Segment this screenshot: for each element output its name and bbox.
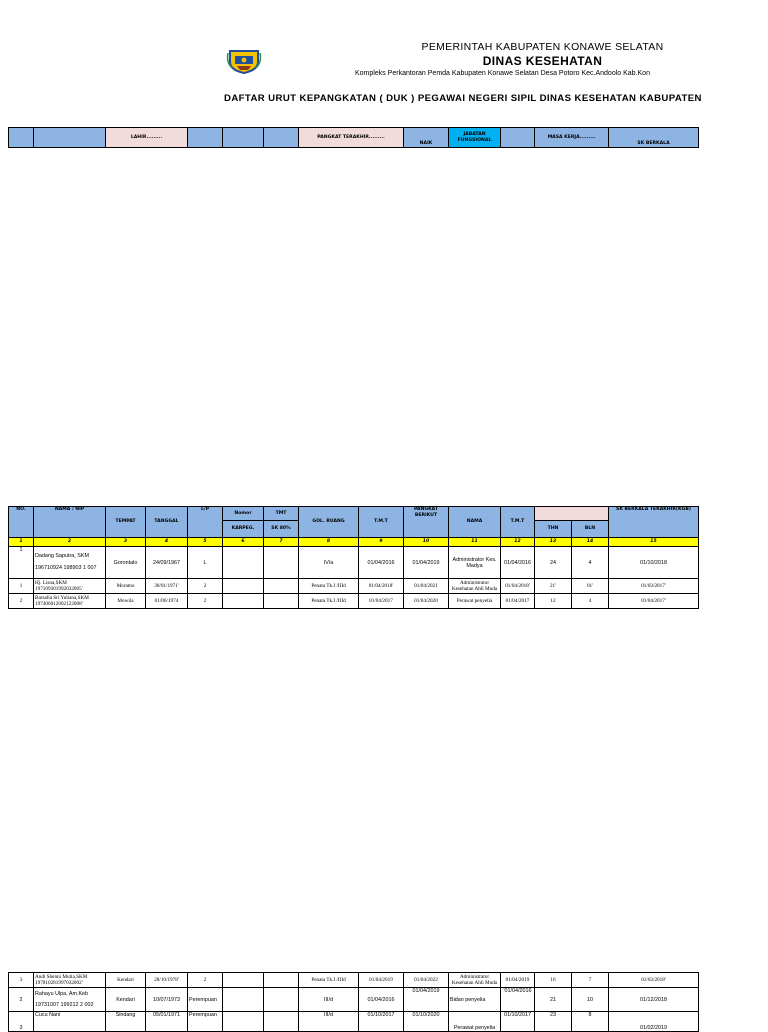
col-number: 5 bbox=[188, 538, 223, 547]
jabatan-fungsional-header: JABATAN FUNGSIONAL bbox=[449, 128, 501, 148]
col-no: NO. bbox=[9, 507, 34, 538]
col-number: 9 bbox=[359, 538, 404, 547]
col-nama-jabatan: NAMA bbox=[449, 507, 501, 538]
table-row: 2 Barsalia Sri Yuliana,SKM 197406012002122008' Mowila 01/06/1974 2 Penata Tk.I /IIId 01/04/2017 01/04/2020 Perawat penyelia 01/04/2017 12 4 01/04/2017' bbox=[9, 594, 699, 609]
col-number: 3 bbox=[106, 538, 146, 547]
col-pangkat-berikut: PANGKAT BERIKUT bbox=[404, 507, 449, 538]
col-number: 14 bbox=[572, 538, 609, 547]
col-number: 12 bbox=[501, 538, 535, 547]
duk-table-continued bbox=[8, 972, 699, 1032]
col-lp: L/P bbox=[188, 507, 223, 538]
col-nama-nip: NAMA / NIP bbox=[34, 507, 106, 538]
col-number: 7 bbox=[264, 538, 299, 547]
col-number: 10 bbox=[404, 538, 449, 547]
col-number: 6 bbox=[223, 538, 264, 547]
header-band-table bbox=[8, 127, 699, 148]
col-tempat: TEMPAT bbox=[106, 507, 146, 538]
table-row: 1 Hj. Lisna,SKM 197109301992032005' Moramo 30/01/1971' 2 Penata Tk.I /IIId 01/04/2018' 01/04/2021 Administrator Kesehatan Ahli Muda 01/04/2018' 21' 01' 01/03/2017' bbox=[9, 579, 699, 594]
duk-table bbox=[8, 506, 699, 609]
employee-nip: 197109301992032005' bbox=[35, 586, 83, 592]
sk-berkala-header: SK BERKALA bbox=[609, 128, 699, 148]
pangkat-terakhir-header: PANGKAT TERAKHIR......... bbox=[299, 128, 404, 148]
col-number: 13 bbox=[535, 538, 572, 547]
employee-nip: 197406012002122008' bbox=[35, 601, 83, 607]
table-row: 3 Cucu Nani Sindang 05/01/1971 Perempuan III/d 01/10/2017 01/10/2020 Perawat penyelia 01/10/2017 23 8 01/02/2019 bbox=[9, 1012, 699, 1032]
col-number: 2 bbox=[34, 538, 106, 547]
col-thn: THN bbox=[535, 521, 572, 538]
col-sk80: SK 80% bbox=[264, 521, 299, 538]
employee-name: Dadang Saputra, SKM bbox=[35, 553, 89, 559]
col-tmt-jabatan: T.M.T bbox=[501, 507, 535, 538]
document-title: DAFTAR URUT KEPANGKATAN ( DUK ) PEGAWAI NEGERI SIPIL DINAS KESEHATAN KABUPATEN bbox=[224, 93, 702, 104]
table-row: 3 Andi Shenni Mutia,SKM 197810281997032002' Kendari 28/10/1978' 2 Penata Tk.I /IIId 01/04/2019 01/04/2022 Administrator Kesehatan Ahli Muda 01/04/2019 16 7 01/03/2018' bbox=[9, 973, 699, 988]
col-number: 4 bbox=[146, 538, 188, 547]
col-tanggal: TANGGAL bbox=[146, 507, 188, 538]
col-tmt-pangkat: T.M.T bbox=[359, 507, 404, 538]
table-row: 1 Dadang Saputra, SKM 196710924 198903 1 007 Gorontalo 24/09/1967 L IV/a 01/04/2016 01/04/2019 Administrator Kes. Madya 01/04/2016 24 4 01/10/2018 bbox=[9, 547, 699, 579]
employee-name: Cucu Nani bbox=[35, 1012, 61, 1018]
employee-name: Barsalia Sri Yuliana,SKM bbox=[35, 595, 89, 601]
col-sk-berkala: SK BERKALA TERAKHIR(KGB) bbox=[609, 507, 699, 538]
regency-emblem-icon bbox=[226, 48, 262, 74]
masa-kerja-header: MASA KERJA......... bbox=[535, 128, 609, 148]
employee-nip: 197810281997032002' bbox=[35, 980, 83, 986]
employee-name: Rahayu Ulpa, Am.Keb bbox=[35, 991, 89, 997]
col-number: 11 bbox=[449, 538, 501, 547]
office-address: Kompleks Perkantoran Pemda Kabupaten Konawe Selatan Desa Potoro Kec.Andoolo Kab.Kon bbox=[355, 70, 650, 77]
naik-header: NAIK bbox=[404, 128, 449, 148]
col-number: 15 bbox=[609, 538, 699, 547]
employee-nip: 19731007 199212 2 002 bbox=[35, 1002, 94, 1008]
col-karpeg: KARPEG. bbox=[223, 521, 264, 538]
col-number: 1 bbox=[9, 538, 34, 547]
lahir-header: LAHIR......... bbox=[106, 128, 188, 148]
table-row: 2 Rahayu Ulpa, Am.Keb 19731007 199212 2 002 Kendari 10/07/1973 Perempuan III/d 01/04/2016 01/04/2019 Bidan penyelia '01/04/2016 21 10 01/12/2018 bbox=[9, 988, 699, 1012]
col-gol-ruang: GOL. RUANG bbox=[299, 507, 359, 538]
employee-name: Hj. Lisna,SKM bbox=[35, 580, 67, 586]
government-name: PEMERINTAH KABUPATEN KONAWE SELATAN bbox=[421, 41, 664, 53]
col-nomor: Nomor bbox=[223, 507, 264, 521]
col-bln: BLN bbox=[572, 521, 609, 538]
employee-name: Andi Shenni Mutia,SKM bbox=[35, 974, 88, 980]
col-number: 8 bbox=[299, 538, 359, 547]
col-tmt: TMT bbox=[264, 507, 299, 521]
employee-nip: 196710924 198903 1 007 bbox=[35, 565, 97, 571]
office-name: DINAS KESEHATAN bbox=[482, 54, 603, 68]
